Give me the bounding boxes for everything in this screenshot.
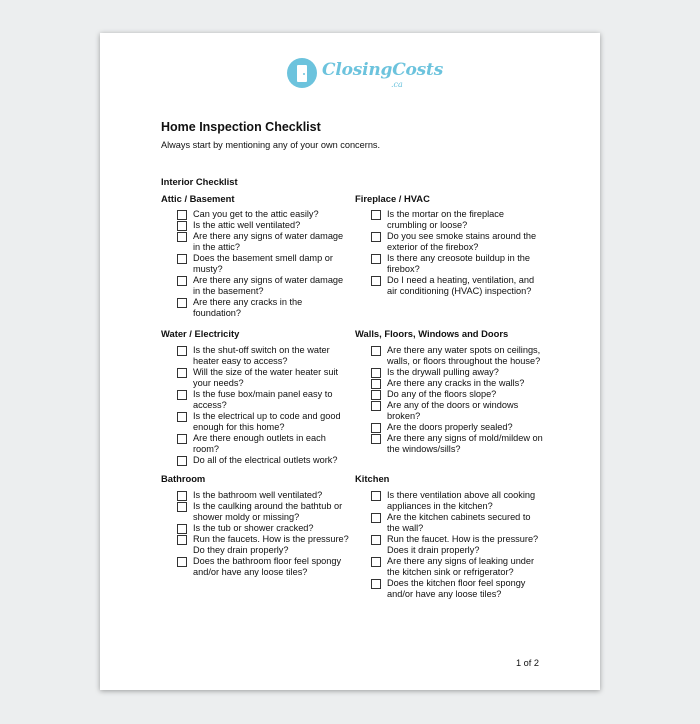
checklist-item xyxy=(177,367,349,389)
checkbox[interactable] xyxy=(177,390,187,400)
item-text: Are there any signs of water damage in the attic? xyxy=(193,231,344,252)
checklist-item xyxy=(371,231,543,253)
item-text: Will the size of the water heater suit your needs? xyxy=(193,367,339,388)
item-text: Does the basement smell damp or musty? xyxy=(193,253,333,274)
item-text: Are there any cracks in the walls? xyxy=(387,378,525,388)
checkbox[interactable] xyxy=(371,276,381,286)
item-text: Is there ventilation above all cooking appliances in the kitchen? xyxy=(387,490,536,511)
group-title: Water / Electricity xyxy=(161,328,240,339)
checkbox[interactable] xyxy=(177,502,187,512)
section-heading: Interior Checklist xyxy=(161,176,238,187)
item-text: Is the mortar on the fireplace crumbling or loose? xyxy=(387,209,504,230)
checklist-item xyxy=(177,534,349,556)
item-text: Are there any signs of mold/mildew on the windows/sills? xyxy=(387,433,543,454)
checklist-item xyxy=(177,455,349,466)
checklist-items xyxy=(371,490,543,600)
checklist-items xyxy=(177,345,349,466)
checkbox[interactable] xyxy=(371,401,381,411)
item-text: Run the faucet. How is the pressure? Does it drain properly? xyxy=(387,534,539,555)
checkbox[interactable] xyxy=(371,513,381,523)
group-title: Attic / Basement xyxy=(161,193,235,204)
checklist-item xyxy=(177,490,349,501)
item-text: Are the kitchen cabinets secured to the wall? xyxy=(387,512,531,533)
checklist-item xyxy=(371,512,543,534)
checklist-items xyxy=(177,209,349,319)
checklist-items xyxy=(371,345,543,455)
item-text: Is the drywall pulling away? xyxy=(387,367,499,377)
group-title: Walls, Floors, Windows and Doors xyxy=(355,328,509,339)
checklist-item xyxy=(371,367,543,378)
group-title: Bathroom xyxy=(161,473,206,484)
checkbox[interactable] xyxy=(177,491,187,501)
checkbox[interactable] xyxy=(177,368,187,378)
checkbox[interactable] xyxy=(371,368,381,378)
checklist-item xyxy=(177,556,349,578)
item-text: Do you see smoke stains around the exterior of the firebox? xyxy=(387,231,537,252)
item-text: Is the tub or shower cracked? xyxy=(193,523,314,533)
logo-tld: .ca xyxy=(391,80,403,89)
checkbox[interactable] xyxy=(177,276,187,286)
item-text: Run the faucets. How is the pressure? Do they drain properly? xyxy=(193,534,349,555)
checklist-item xyxy=(177,297,349,319)
checkbox[interactable] xyxy=(177,524,187,534)
checkbox[interactable] xyxy=(177,434,187,444)
checklist-item xyxy=(177,209,349,220)
item-text: Are any of the doors or windows broken? xyxy=(387,400,519,421)
checklist-item xyxy=(371,389,543,400)
item-text: Do all of the electrical outlets work? xyxy=(193,455,338,465)
checklist-item xyxy=(177,231,349,253)
checkbox[interactable] xyxy=(177,346,187,356)
item-text: Does the kitchen floor feel spongy and/or have any loose tiles? xyxy=(387,578,526,599)
checkbox[interactable] xyxy=(371,434,381,444)
checkbox[interactable] xyxy=(371,390,381,400)
checklist-item xyxy=(371,253,543,275)
page-title: Home Inspection Checklist xyxy=(161,120,321,134)
checklist-item xyxy=(371,275,543,297)
checklist-item xyxy=(177,501,349,523)
checkbox[interactable] xyxy=(177,210,187,220)
checklist-item xyxy=(177,433,349,455)
item-text: Are the doors properly sealed? xyxy=(387,422,513,432)
checkbox[interactable] xyxy=(371,557,381,567)
checkbox[interactable] xyxy=(177,232,187,242)
item-text: Are there any cracks in the foundation? xyxy=(193,297,303,318)
checklist-item xyxy=(177,275,349,297)
checklist-items xyxy=(371,209,543,297)
checklist-item xyxy=(371,422,543,433)
item-text: Are there any water spots on ceilings, walls, or floors throughout the house? xyxy=(387,345,541,366)
checkbox[interactable] xyxy=(371,579,381,589)
item-text: Are there enough outlets in each room? xyxy=(193,433,326,454)
item-text: Do I need a heating, ventilation, and air conditioning (HVAC) inspection? xyxy=(387,275,535,296)
item-text: Can you get to the attic easily? xyxy=(193,209,319,219)
item-text: Is the caulking around the bathtub or shower moldy or missing? xyxy=(193,501,343,522)
group-title: Fireplace / HVAC xyxy=(355,193,430,204)
checklist-items xyxy=(177,490,349,578)
checkbox[interactable] xyxy=(371,346,381,356)
checklist-item xyxy=(371,556,543,578)
checkbox[interactable] xyxy=(371,423,381,433)
checkbox[interactable] xyxy=(177,412,187,422)
item-text: Is the shut-off switch on the water heater easy to access? xyxy=(193,345,330,366)
checklist-item xyxy=(177,220,349,231)
checklist-item xyxy=(371,534,543,556)
item-text: Is the attic well ventilated? xyxy=(193,220,301,230)
checklist-item xyxy=(177,345,349,367)
checklist-item xyxy=(177,411,349,433)
door-logo-icon xyxy=(287,58,317,88)
checkbox[interactable] xyxy=(177,221,187,231)
checklist-item xyxy=(371,433,543,455)
item-text: Are there any signs of leaking under the kitchen sink or refrigerator? xyxy=(387,556,535,577)
checkbox[interactable] xyxy=(177,298,187,308)
checkbox[interactable] xyxy=(371,491,381,501)
checklist-item xyxy=(177,523,349,534)
item-text: Is the fuse box/main panel easy to access? xyxy=(193,389,333,410)
checkbox[interactable] xyxy=(371,210,381,220)
item-text: Does the bathroom floor feel spongy and/or have any loose tiles? xyxy=(193,556,342,577)
checklist-item xyxy=(371,345,543,367)
item-text: Are there any signs of water damage in the basement? xyxy=(193,275,344,296)
checkbox[interactable] xyxy=(177,557,187,567)
document-page xyxy=(100,33,600,690)
logo-wordmark: ClosingCosts xyxy=(322,60,444,80)
checklist-item xyxy=(177,389,349,411)
group-title: Kitchen xyxy=(355,473,390,484)
checkbox[interactable] xyxy=(371,535,381,545)
item-text: Is the bathroom well ventilated? xyxy=(193,490,323,500)
checkbox[interactable] xyxy=(371,254,381,264)
checkbox[interactable] xyxy=(177,456,187,466)
checklist-item xyxy=(371,578,543,600)
checkbox[interactable] xyxy=(371,232,381,242)
checklist-item xyxy=(371,490,543,512)
item-text: Is there any creosote buildup in the firebox? xyxy=(387,253,531,274)
checkbox[interactable] xyxy=(177,254,187,264)
checklist-item xyxy=(371,209,543,231)
item-text: Is the electrical up to code and good enough for this home? xyxy=(193,411,341,432)
page-number: 1 of 2 xyxy=(516,658,539,668)
checkbox[interactable] xyxy=(371,379,381,389)
closingcosts-logo xyxy=(287,57,444,93)
page-subtitle: Always start by mentioning any of your own concerns. xyxy=(161,140,381,150)
checklist-item xyxy=(371,378,543,389)
checklist-item xyxy=(371,400,543,422)
item-text: Do any of the floors slope? xyxy=(387,389,497,399)
checkbox[interactable] xyxy=(177,535,187,545)
checklist-item xyxy=(177,253,349,275)
